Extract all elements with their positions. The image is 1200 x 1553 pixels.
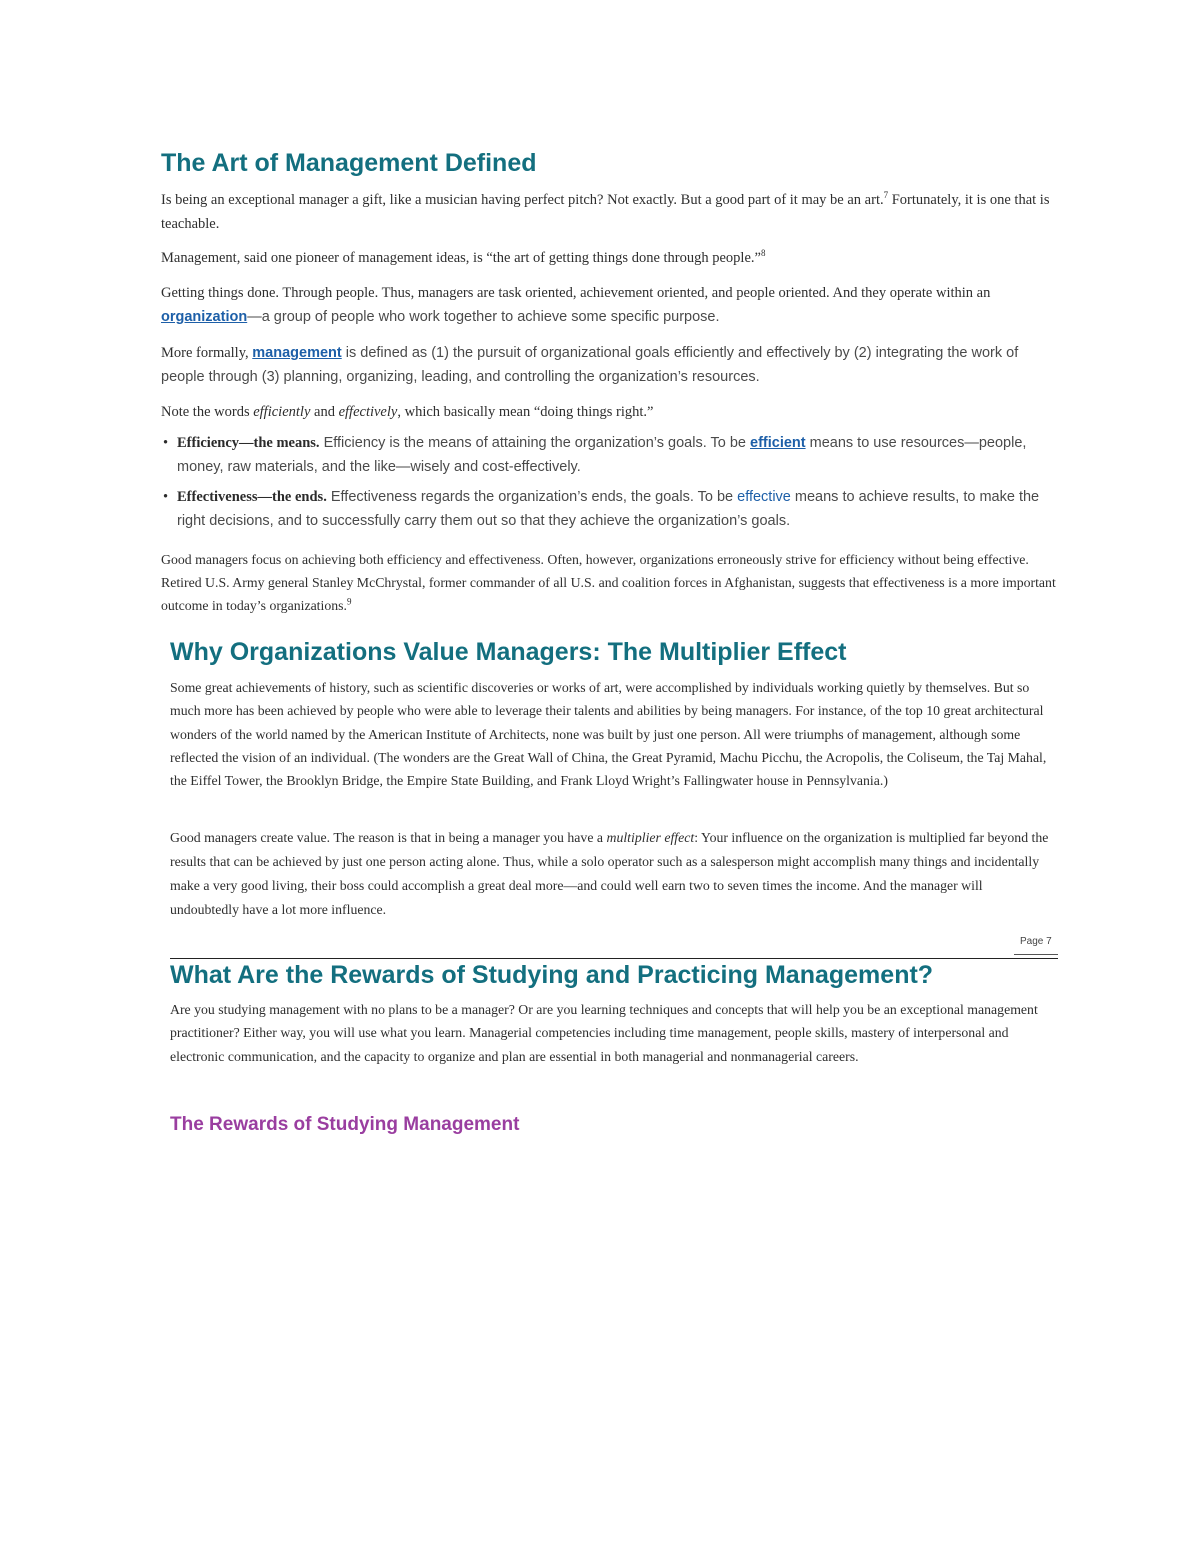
- page-break-rule: [170, 958, 1058, 959]
- footnote-ref-9[interactable]: 9: [346, 596, 352, 607]
- page-marker-underline: [1014, 954, 1058, 955]
- bullet-list-efficiency-effectiveness: [161, 431, 1061, 539]
- paragraph-perfect-pitch: Is being an exceptional manager a gift, like a musician having perfect pitch? Not exactly. But a good part of it may be an art.$^7$ Fortunately, it is one that is teachable.: [161, 190, 1050, 232]
- term-effective[interactable]: effective: [737, 489, 791, 505]
- list-item-efficiency: • Efficiency—the means. Efficiency is the means of attaining the organization’s goals. To be efficient means to use resources—people, money, raw materials, and the like—wisely and cost-effectively.: [161, 431, 1061, 479]
- paragraph-management-definition: More formally, management is defined as (1) the pursuit of organizational goals efficiently and effectively by (2) integrating the work of people through (3) planning, organizing, leading, and controlling the organization’s resources.: [161, 345, 1019, 385]
- glossary-link-efficient[interactable]: efficient: [750, 435, 806, 451]
- paragraph-good-managers-create-value: Good managers create value. The reason is that in being a manager you have a multiplier effect: Your influence on the organization is multiplied far beyond the results that can be achieved by just one person acting alone. Thus, while a solo operator such as a salesperson might accomplish many things and incidentally make a very good living, their boss could accomplish a great deal more—and could well earn two to seven times the income. And the manager will undoubtedly have a lot more influence.: [170, 830, 1049, 917]
- list-item-effectiveness: • Effectiveness—the ends. Effectiveness regards the organization’s ends, the goals. To be effective means to achieve results, to make the right decisions, and to successfully carry them out so that they achieve the organization’s goals.: [161, 485, 1061, 533]
- paragraph-great-achievements: Some great achievements of history, such as scientific discoveries or works of art, were accomplished by individuals working quietly by themselves. But so much more has been achieved by people who were able to leverage their talents and abilities by being managers. For instance, of the top 10 great architectural wonders of the world named by the American Institute of Architects, none was built by just one person. All were triumphs of management, although some reflected the vision of an individual. (The wonders are the Great Wall of China, the Great Pyramid, Machu Picchu, the Acropolis, the Coliseum, the Taj Mahal, the Eiffel Tower, the Brooklyn Bridge, the Empire State Building, and Frank Lloyd Wright’s Fallingwater house in Pennsylvania.): [170, 680, 1047, 789]
- paragraph-art-of-getting-things-done: Management, said one pioneer of management ideas, is “the art of getting things done through people.”$^8$: [161, 248, 766, 266]
- paragraph-efficiency-and-effectiveness: Good managers focus on achieving both efficiency and effectiveness. Often, however, organizations erroneously strive for efficiency without being effective. Retired U.S. Army general Stanley McChrystal, former commander of all U.S. and coalition forces in Afghanistan, suggests that effectiveness is a more important outcome in today’s organizations.$^9$: [161, 552, 1056, 613]
- page-number-marker: Page 7: [1020, 936, 1052, 947]
- paragraph-note-the-words: Note the words efficiently and effectively, which basically mean “doing things right.”: [161, 404, 654, 420]
- glossary-link-organization[interactable]: organization: [161, 309, 248, 325]
- subsection-title-rewards-of-studying: The Rewards of Studying Management: [170, 1114, 520, 1135]
- paragraph-organization-definition: Getting things done. Through people. Thus, managers are task oriented, achievement oriented, and people oriented. And they operate within an organization—a group of people who work together to achieve some specific purpose.: [161, 285, 991, 325]
- footnote-ref-7[interactable]: 7: [883, 190, 889, 201]
- section-title-multiplier-effect: Why Organizations Value Managers: The Multiplier Effect: [170, 638, 847, 666]
- section-title-rewards-of-management: What Are the Rewards of Studying and Practicing Management?: [170, 961, 934, 989]
- glossary-link-management[interactable]: management: [252, 345, 342, 361]
- section-title-art-of-management: The Art of Management Defined: [161, 149, 537, 177]
- footnote-ref-8[interactable]: 8: [760, 248, 766, 259]
- term-multiplier-effect: multiplier effect: [606, 830, 695, 845]
- paragraph-studying-management: Are you studying management with no plans to be a manager? Or are you learning techniques and concepts that will help you be an exceptional management practitioner? Either way, you will use what you learn. Managerial competencies including time management, people skills, mastery of interpersonal and electronic communication, and the capacity to organize and plan are essential in both managerial and nonmanagerial careers.: [170, 1002, 1038, 1064]
